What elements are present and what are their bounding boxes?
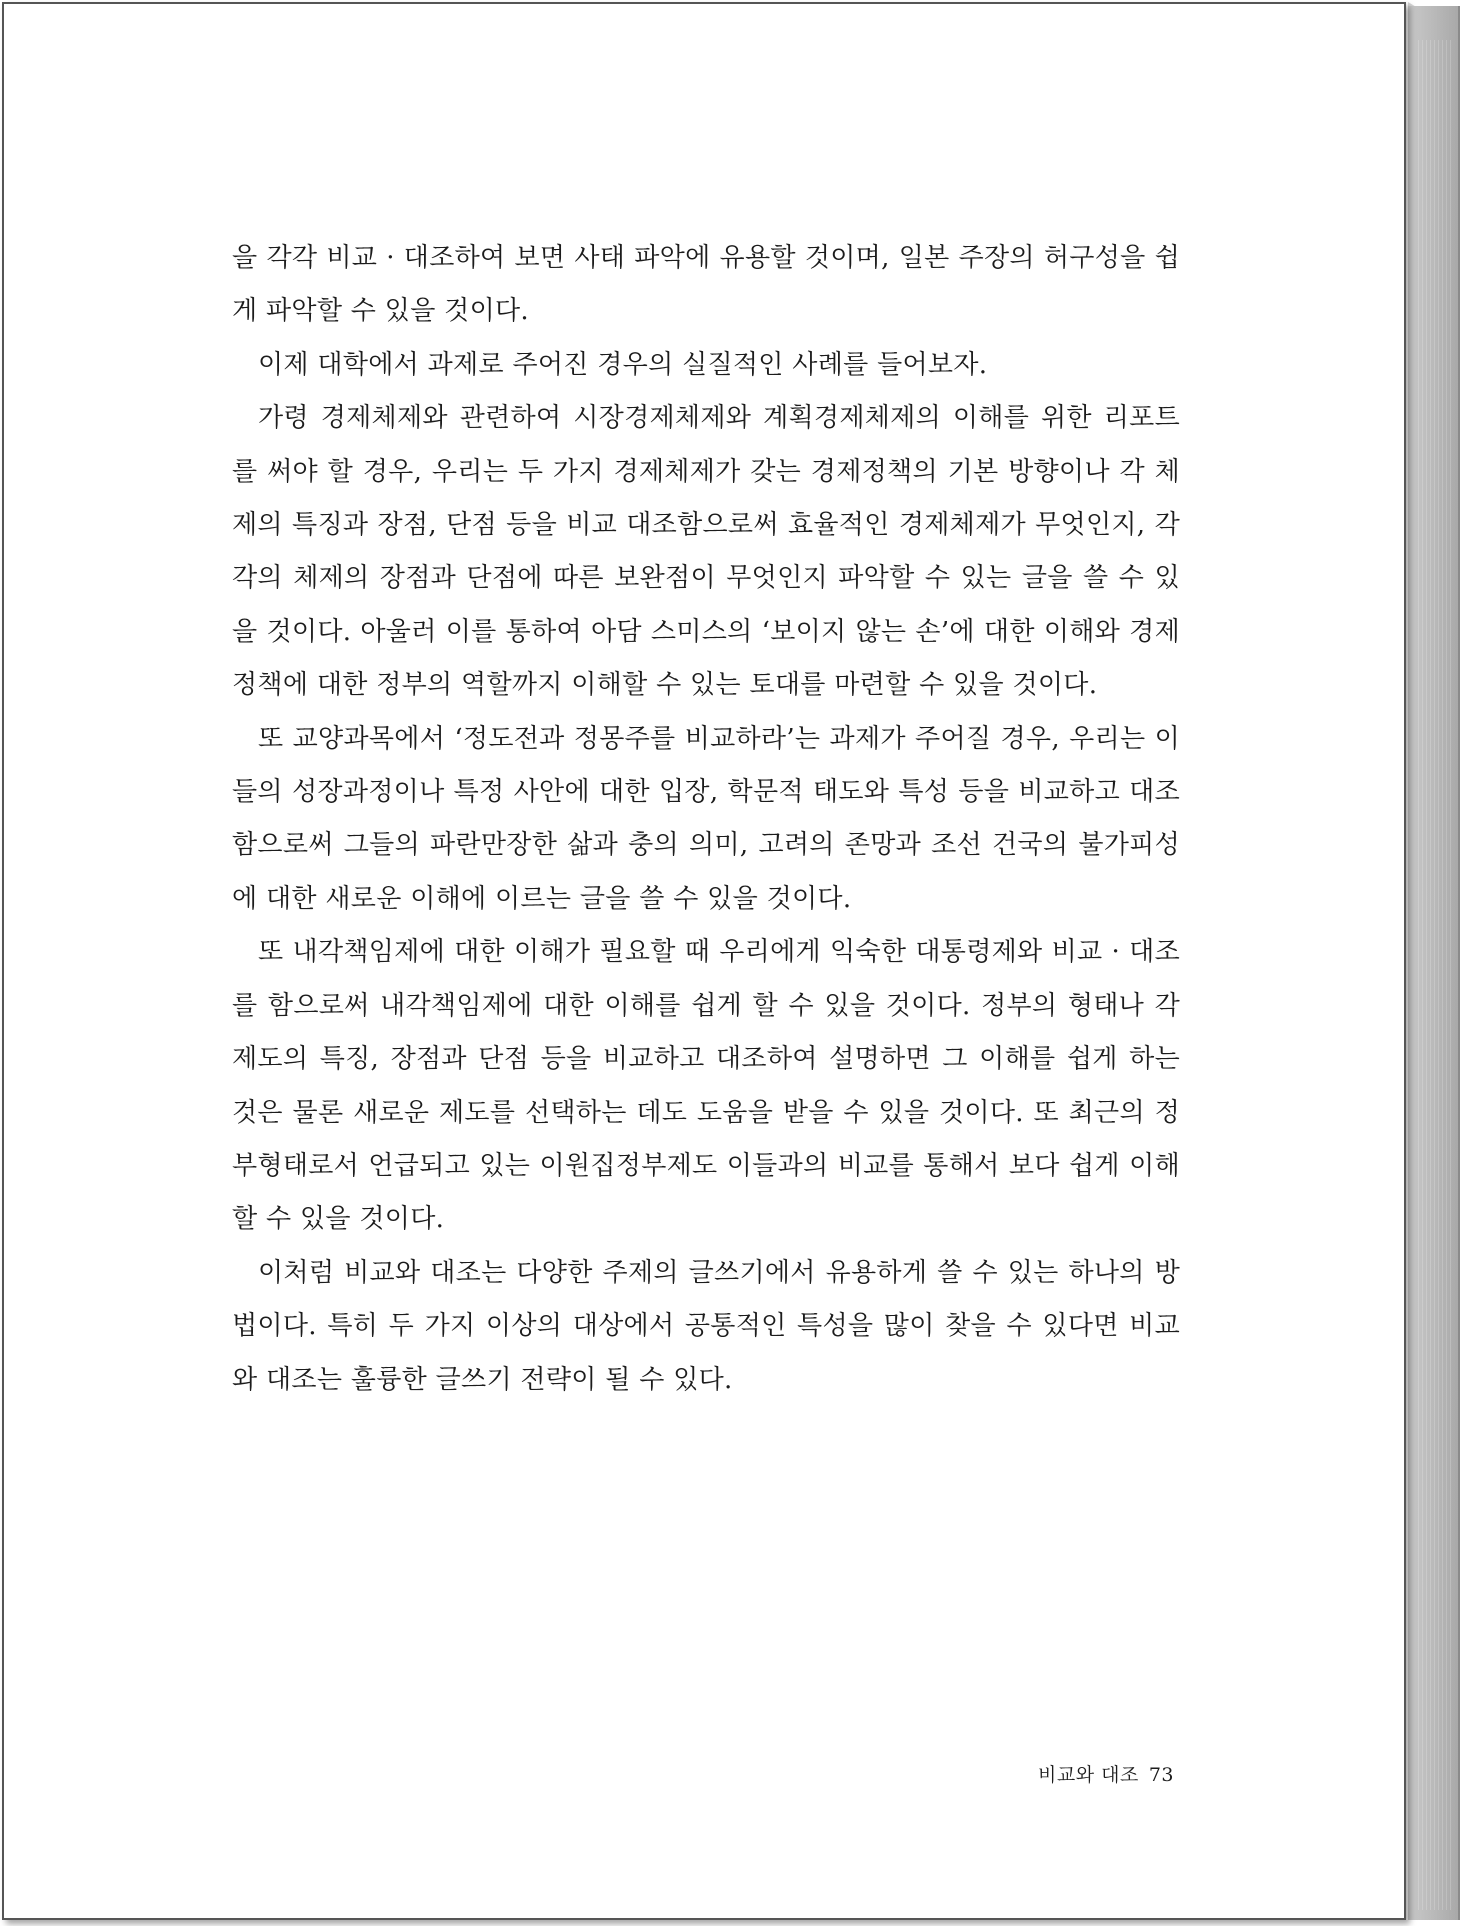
body-text: [232, 232, 1180, 1407]
paragraph-5: 또 내각책임제에 대한 이해가 필요할 때 우리에게 익숙한 대통령제와 비교 · 대조를 함으로써 내각책임제에 대한 이해를 쉽게 할 수 있을 것이다. 정부의 형태나 각 제도의 특징, 장점과 단점 등을 비교하고 대조하여 설명하면 그 이해를 쉽게 하는 것은 물론 새로운 제도를 선택하는 데도 도움을 받을 수 있을 것이다. 또 최근의 정부형태로서 언급되고 있는 이원집정부제도 이들과의 비교를 통해서 보다 쉽게 이해할 수 있을 것이다.: [232, 937, 1180, 1235]
paragraph-2: 이제 대학에서 과제로 주어진 경우의 실질적인 사례를 들어보자.: [258, 349, 988, 380]
book-page-edge-lines: [1418, 40, 1454, 1910]
page-number: 73: [1148, 1764, 1174, 1786]
page-footer: [1038, 1760, 1238, 1787]
running-title: 비교와 대조: [1038, 1764, 1139, 1786]
paragraph-3: 가령 경제체제와 관련하여 시장경제체제와 계획경제체제의 이해를 위한 리포트를 써야 할 경우, 우리는 두 가지 경제체제가 갖는 경제정책의 기본 방향이나 각 체제의 특징과 장점, 단점 등을 비교 대조함으로써 효율적인 경제체제가 무엇인지, 각각의 체제의 장점과 단점에 따른 보완점이 무엇인지 파악할 수 있는 글을 쓸 수 있을 것이다. 아울러 이를 통하여 아담 스미스의 ‘보이지 않는 손’에 대한 이해와 경제 정책에 대한 정부의 역할까지 이해할 수 있는 토대를 마련할 수 있을 것이다.: [232, 403, 1180, 701]
book-page: [2, 2, 1406, 1920]
paragraph-4: 또 교양과목에서 ‘정도전과 정몽주를 비교하라’는 과제가 주어질 경우, 우리는 이들의 성장과정이나 특정 사안에 대한 입장, 학문적 태도와 특성 등을 비교하고 대조함으로써 그들의 파란만장한 삶과 충의 의미, 고려의 존망과 조선 건국의 불가피성에 대한 새로운 이해에 이르는 글을 쓸 수 있을 것이다.: [232, 723, 1180, 914]
paragraph-1: 을 각각 비교 · 대조하여 보면 사태 파악에 유용할 것이며, 일본 주장의 허구성을 쉽게 파악할 수 있을 것이다.: [232, 243, 1180, 327]
paragraph-6: 이처럼 비교와 대조는 다양한 주제의 글쓰기에서 유용하게 쓸 수 있는 하나의 방법이다. 특히 두 가지 이상의 대상에서 공통적인 특성을 많이 찾을 수 있다면 비교와 대조는 훌륭한 글쓰기 전략이 될 수 있다.: [232, 1257, 1180, 1395]
